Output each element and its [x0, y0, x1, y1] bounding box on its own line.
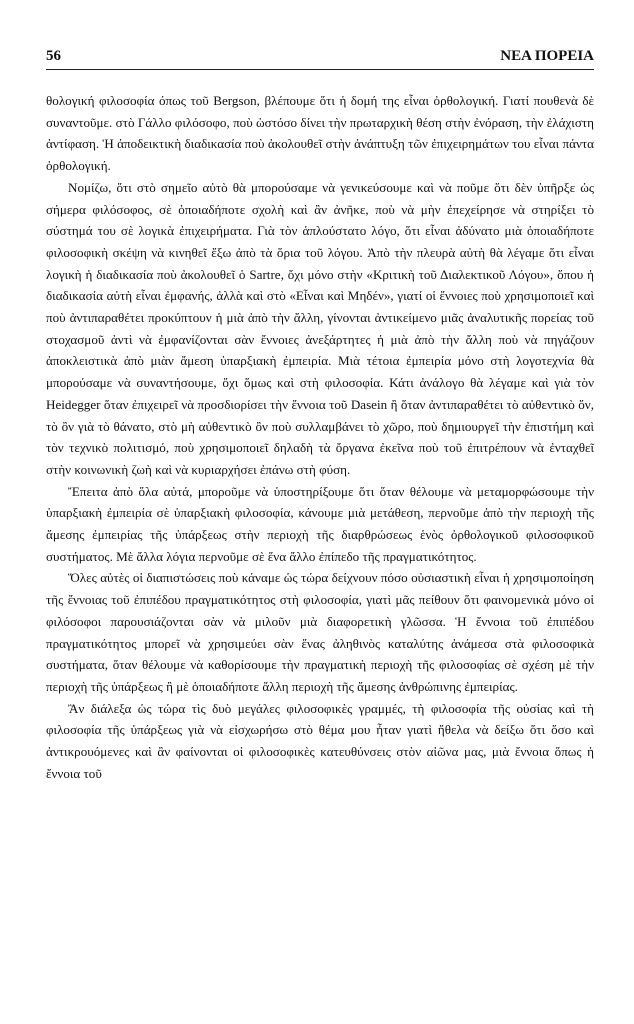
- page-header: [46, 48, 594, 70]
- page-number: 56: [46, 48, 61, 64]
- paragraph: Ἂν διάλεξα ὡς τώρα τὶς δυὸ μεγάλες φιλοσοφικὲς γραμμές, τὴ φιλοσοφία τῆς οὐσίας καὶ τὴ φιλοσοφία τῆς ὑπάρξεως γιὰ νὰ εἰσχωρήσω στὸ θέμα μου ἦταν γιατὶ ἤθελα νὰ δείξω ὅτι ὅσο καὶ ἀντικρουόμενες καὶ ἂν φαίνονται οἱ φιλοσοφικὲς κατευθύνσεις στὸν αἰῶνα μας, μιὰ ἔννοια ὅπως ἡ ἔννοια τοῦ: [46, 700, 594, 781]
- paragraph: Ἔπειτα ἀπὸ ὅλα αὐτά, μποροῦμε νὰ ὑποστηρίξουμε ὅτι ὅταν θέλουμε νὰ μεταμορφώσουμε τὴν ὑπαρξιακὴ ἐμπειρία σὲ ὑπαρξιακὴ φιλοσοφία, κάνουμε μιὰ μετάθεση, περνοῦμε ἀπὸ τὴν περιοχὴ τῆς ἄμεσης ἐμπειρίας τῆς ὑπάρξεως στὴν περιοχὴ τῆς διαρθρώσεως ἑνὸς ὀρθολογικοῦ φιλοσοφικοῦ συστήματος. Μὲ ἄλλα λόγια περνοῦμε σὲ ἕνα ἄλλο ἐπίπεδο τῆς πραγματικότητος.: [46, 483, 594, 564]
- document-page: [46, 48, 594, 785]
- article-body: [46, 90, 594, 785]
- paragraph: Νομίζω, ὅτι στὸ σημεῖο αὐτὸ θὰ μπορούσαμε νὰ γενικεύσουμε καὶ νὰ ποῦμε ὅτι δὲν ὑπῆρξε ὡς σήμερα φιλόσοφος, σὲ ὁποιαδήποτε σχολὴ καὶ ἂν ἀνῆκε, ποὺ νὰ μὴν ἐπεχείρησε νὰ στηρίξει τὸ σύστημά του σὲ λογικὰ ἐπιχειρήματα. Γιὰ τὸν ἁπλούστατο λόγο, ὅτι εἶναι ἀδύνατο μιὰ ὁποιαδήποτε φιλοσοφικὴ σκέψη νὰ κινηθεῖ ἔξω ἀπὸ τὰ ὅρια τοῦ λόγου. Ἀπὸ τὴν πλευρὰ αὐτὴ θὰ λέγαμε ὅτι εἶναι λογικὴ ἡ διαδικασία ποὺ ἀκολουθεῖ ὁ Sartre, ὄχι μόνο στὴν «Κριτικὴ τοῦ Διαλεκτικοῦ Λόγου», ὅπου ἡ διαδικασία αὐτὴ εἶναι ἐμφανής, ἀλλὰ καὶ στὸ «Εἶναι καὶ Μηδέν», γιατί οἱ ἔννοιες ποὺ χρησιμοποιεῖ καὶ ποὺ ἀντιπαραθέτει προκύπτουν ἡ μιὰ ἀπὸ τὴν ἄλλη, γίνονται ἀντικείμενο μιᾶς ἀναλυτικῆς πορείας τοῦ στοχασμοῦ ἀντὶ νὰ ἐμφανίζονται σὰν ἔννοιες ἀνεξάρτητες ἡ μιὰ ἀπὸ τὴν ἄλλη ποὺ νὰ πηγάζουν ἀποκλειστικὰ ἀπὸ μιὰν ἄμεση ὑπαρξιακὴ ἐμπειρία. Μιὰ τέτοια ἐμπειρία μόνο στὴ λογοτεχνία θὰ μπορούσαμε νὰ συναντήσουμε, ὄχι ὅμως καὶ στὴ φιλοσοφία. Κάτι ἀνάλογο θὰ λέγαμε καὶ γιὰ τὸν Heidegger ὅταν ἐπιχειρεῖ νὰ προσδιορίσει τὴν ἔννοια τοῦ Dasein ἢ ὅταν ἀντιπαραθέτει τὸ αὐθεντικὸ ὄν, τὸ ὂν γιὰ τὸ θάνατο, στὸ μὴ αὐθεντικὸ ὂν ποὺ συλλαμβάνει τὸ χῶρο, ποὺ δημιουργεῖ τὴν ἐπιστήμη καὶ τὸν τεχνικὸ πολιτισμό, ποὺ χρησιμοποιεῖ δηλαδὴ τὰ ὄργανα ἐκεῖνα ποὺ τοῦ ἐπιτρέπουν νὰ ἐνταχθεῖ στὴν κοινωνικὴ ζωὴ καὶ νὰ κυριαρχήσει ἐπάνω στὴ φύση.: [46, 179, 594, 477]
- journal-title: ΝΕΑ ΠΟΡΕΙΑ: [500, 48, 594, 64]
- paragraph: Ὅλες αὐτὲς οἱ διαπιστώσεις ποὺ κάναμε ὡς τώρα δείχνουν πόσο οὐσιαστικὴ εἶναι ἡ χρησιμοποίηση τῆς ἔννοιας τοῦ ἐπιπέδου πραγματικότητος στὴ φιλοσοφία, γιατὶ μᾶς πείθουν ὅτι φαινομενικὰ μόνο οἱ φιλόσοφοι παρουσιάζονται σὰν νὰ μιλοῦν μιὰ διαφορετικὴ γλῶσσα. Ἡ ἔννοια τοῦ ἐπιπέδου πραγματικότητος μπορεῖ νὰ χρησιμεύει σὰν ἕνας ἀληθινὸς καταλύτης ἀνάμεσα στὰ φιλοσοφικὰ συστήματα, ὅταν θέλουμε νὰ καθορίσουμε τὴν πραγματικὴ περιοχὴ τῆς φιλοσοφίας σὲ σχέση μὲ τὴν περιοχὴ τῆς ὑπάρξεως ἢ μὲ ὁποιαδήποτε ἄλλη περιοχὴ τῆς ἄμεσης ἀνθρώπινης ἐμπειρίας.: [46, 570, 594, 694]
- paragraph-continuation: θολογική φιλοσοφία όπως τοῦ Bergson, βλέπουμε ὅτι ἡ δομή της εἶναι ὀρθολογική. Γιατί πουθενὰ δὲ συναντοῦμε. στὸ Γάλλο φιλόσοφο, ποὺ ὡστόσο δίνει τὴν πρωταρχικὴ θέση στὴν ἐνόραση, τὴν ἐλάχιστη ἀντίφαση. Ἡ ἀποδεικτικὴ διαδικασία ποὺ ἀκολουθεῖ στὴν ἀνάπτυξη τῶν ἐπιχειρημάτων του εἶναι πάντα ὀρθολογική.: [46, 93, 594, 174]
